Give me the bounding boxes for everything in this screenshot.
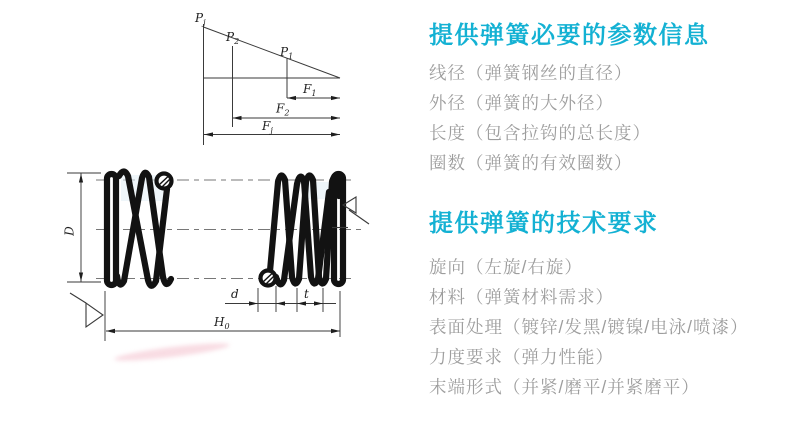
- pink-smudge: [114, 340, 230, 364]
- requirement-item: 力度要求（弹力性能）: [429, 347, 614, 367]
- requirement-item: 末端形式（并紧/磨平/并紧磨平）: [429, 377, 700, 397]
- label-f1: $F_1$: [303, 82, 317, 98]
- parameter-item: 外径（弹簧的大外径）: [429, 93, 614, 113]
- parameter-item: 线径（弹簧钢丝的直径）: [429, 63, 633, 83]
- spring-coils: [107, 172, 343, 286]
- label-wire-diameter: d: [231, 287, 239, 301]
- requirement-item: 旋向（左旋/右旋）: [429, 257, 583, 277]
- parameter-item: 圈数（弹簧的有效圈数）: [429, 153, 633, 173]
- section-requirements-title: 提供弹簧的技术要求: [429, 210, 659, 237]
- label-p2: $P_2$: [226, 30, 240, 46]
- label-pj: $P_j$: [195, 11, 206, 27]
- label-outer-diameter: D: [62, 226, 77, 236]
- surface-finish-symbol-left: [70, 293, 103, 327]
- surface-finish-symbol-right: [332, 197, 369, 228]
- info-panel: [429, 16, 785, 402]
- section-requirements-list: [429, 252, 785, 402]
- force-diagram-labels: [194, 11, 316, 135]
- section-parameters-title: 提供弹簧必要的参数信息: [429, 22, 710, 49]
- label-p1: $P_1$: [280, 45, 294, 61]
- requirement-item: 表面处理（镀锌/发黑/镀镍/电泳/喷漆）: [429, 317, 749, 337]
- label-free-length: $H_0$: [214, 315, 230, 331]
- label-f2: $F_2$: [276, 101, 290, 118]
- wire-cross-section-top: [157, 174, 172, 189]
- label-pitch: t: [304, 287, 309, 301]
- section-parameters-list: [429, 58, 785, 178]
- requirement-item: 材料（弹簧材料需求）: [429, 287, 614, 307]
- wire-cross-section-bottom: [261, 271, 276, 286]
- label-fj: $F_j$: [262, 119, 273, 135]
- left-end-coil: [107, 174, 116, 285]
- parameter-item: 长度（包含拉钩的总长度）: [429, 123, 651, 143]
